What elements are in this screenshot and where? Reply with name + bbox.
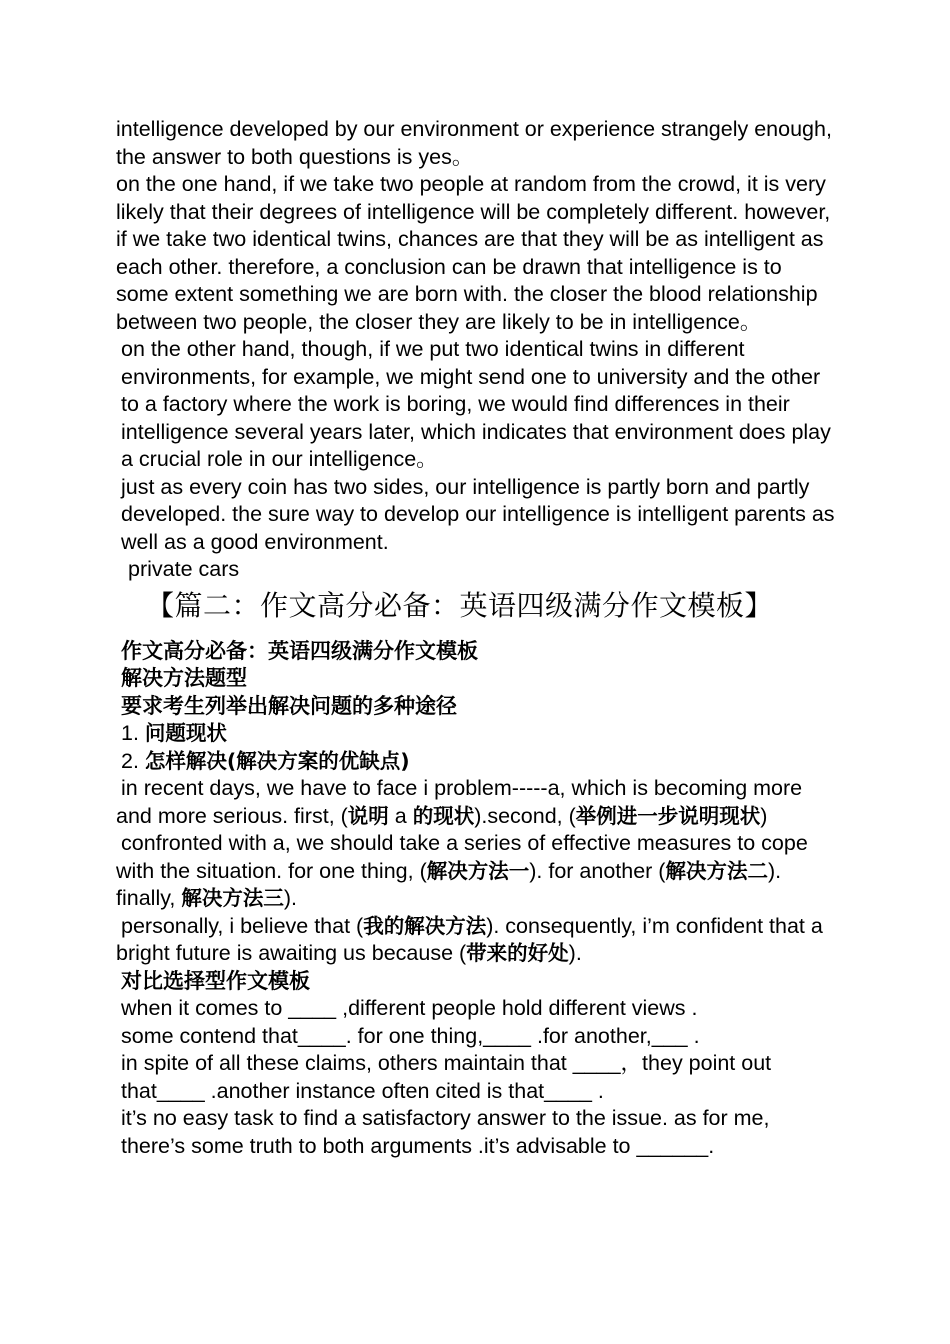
comparison-line-1: when it comes to ____ ,different people hold different views . (121, 996, 698, 1020)
template-item-1 (116, 720, 836, 748)
essay-paragraph-2: on the one hand, if we take two people at random from the crowd, it is very likely that their degrees of intelligence will be completely different. however, if we take two identical twins, chances are that they will be as intelligent as each other. therefore, a conclusion can be drawn that intelligence is to some extent something we are born with. the closer the blood relationship between two people, the closer they are likely to be in intelligence。 (116, 172, 831, 334)
template-requirement: 要求考生列举出解决问题的多种途径 (121, 693, 457, 718)
template-paragraph-2: confronted with a, we should take a series of effective measures to cope with the situation. for one thing, (解决方法一). for another (解决方法二). finally, 解决方法三). (116, 831, 808, 910)
item-1-text: 问题现状 (144, 721, 227, 745)
comparison-line-2: some contend that____. for one thing,____ .for another,___ . (121, 1023, 700, 1048)
essay-paragraph-5: private cars (128, 557, 240, 581)
comparison-line-3: in spite of all these claims, others maintain that ____，they point out that____ .another instance often cited is that____ . (121, 1051, 772, 1103)
item-1-number: 1. (121, 721, 139, 745)
template-paragraph-1: in recent days, we have to face i problem-----a, which is becoming more and more serious. first, (说明 a 的现状).second, (举例进一步说明现状) (116, 776, 803, 828)
template-paragraph-3: personally, i believe that (我的解决方法). consequently, i’m confident that a bright future is awaiting us because (带来的好处). (116, 913, 823, 965)
template-item-2 (116, 748, 836, 776)
essay-paragraph-1: intelligence developed by our environment or experience strangely enough, the answer to both questions is yes。 (116, 117, 832, 169)
item-2-text: 怎样解决(解决方案的优缺点) (144, 748, 410, 773)
document-page (116, 116, 836, 1160)
template-title: 作文高分必备：英语四级满分作文模板 (121, 638, 478, 663)
section-heading: 【篇二：作文高分必备：英语四级满分作文模板】 (146, 588, 774, 622)
item-2-number: 2. (121, 748, 139, 773)
template-type-comparison: 对比选择型作文模板 (121, 968, 310, 993)
template-type-solution: 解决方法题型 (121, 666, 247, 690)
essay-paragraph-4: just as every coin has two sides, our intelligence is partly born and partly developed. the sure way to develop our intelligence is intelligent parents as well as a good environment. (121, 474, 835, 554)
essay-paragraph-3: on the other hand, though, if we put two identical twins in different environments, for example, we might send one to university and the other to a factory where the work is boring, we would find differences in their intelligence several years later, which indicates that environment does play a crucial role in our intelligence。 (121, 337, 831, 471)
comparison-line-4: it’s no easy task to find a satisfactory answer to the issue. as for me, there’s some truth to both arguments .it’s advisable to ______. (121, 1106, 770, 1158)
